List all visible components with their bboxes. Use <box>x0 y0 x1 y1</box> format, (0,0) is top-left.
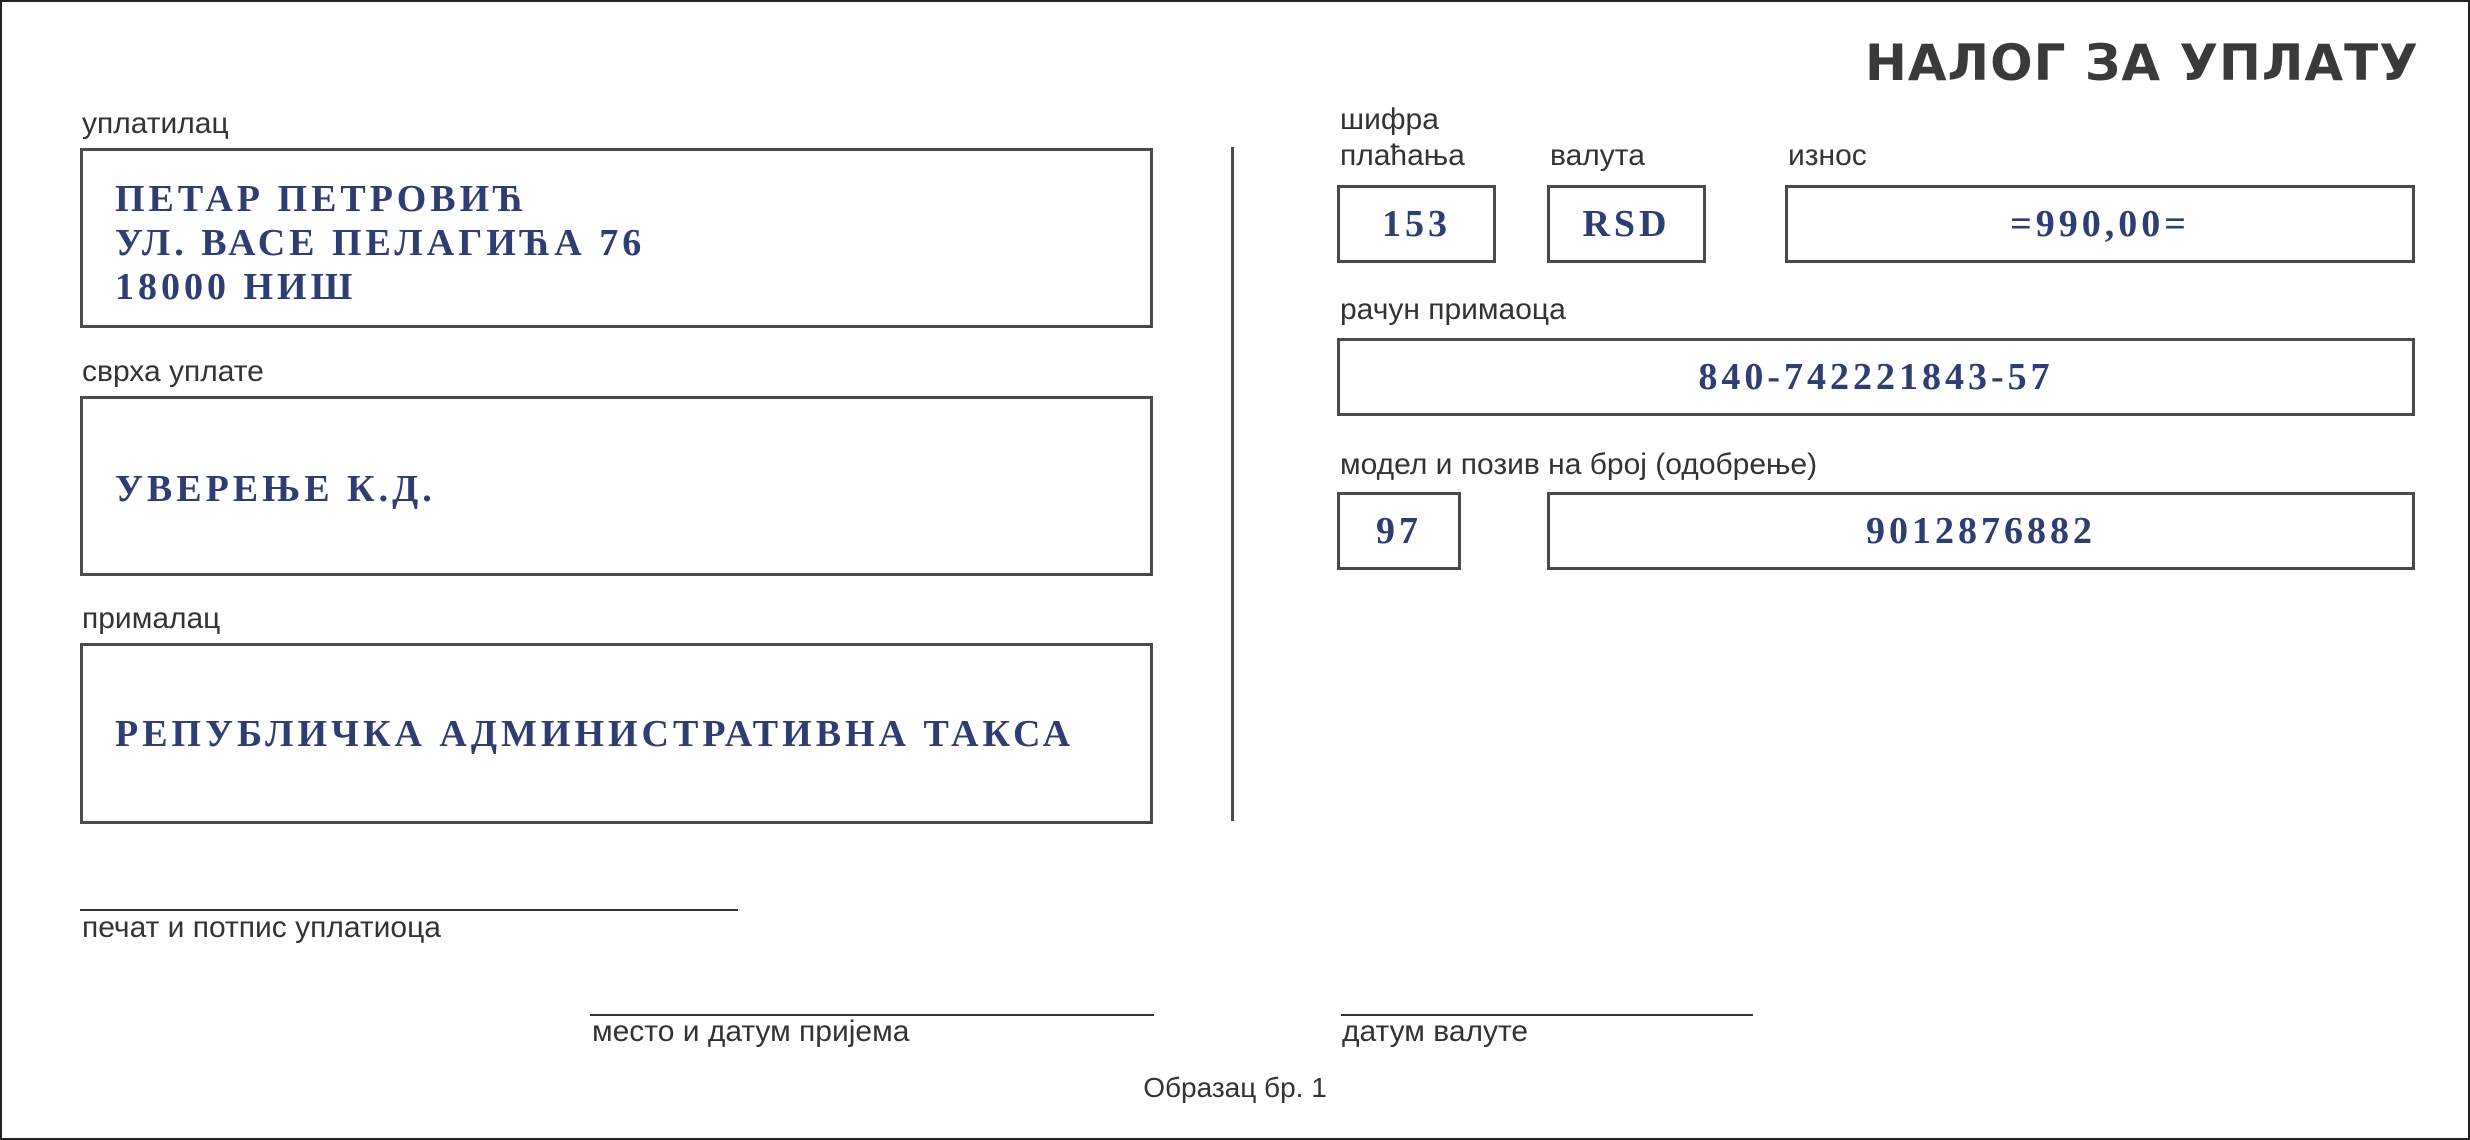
amount-label: износ <box>1788 139 1867 172</box>
payer-signature-label: печат и потпис уплатиоца <box>82 911 441 944</box>
recipient-account-label: рачун примаоца <box>1340 293 1566 326</box>
purpose-field[interactable] <box>80 396 1153 576</box>
purpose-value: УВЕРЕЊЕ К.Д. <box>115 468 436 510</box>
payment-code-field[interactable] <box>1337 185 1496 263</box>
payer-field[interactable] <box>80 148 1153 328</box>
amount-value: =990,00= <box>2010 203 2190 245</box>
payment-code-label: шифра плаћања <box>1340 103 1465 172</box>
place-date-label: место и датум пријема <box>592 1015 910 1048</box>
column-divider <box>1231 147 1234 821</box>
value-date-label: датум валуте <box>1342 1015 1529 1048</box>
reference-model-field[interactable] <box>1337 492 1461 570</box>
payer-street: УЛ. ВАСЕ ПЕЛАГИЋА 76 <box>115 222 646 264</box>
payer-name: ПЕТАР ПЕТРОВИЋ <box>115 178 528 220</box>
recipient-value: РЕПУБЛИЧКА АДМИНИСТРАТИВНА ТАКСА <box>115 713 1075 755</box>
reference-model-value: 97 <box>1376 510 1422 552</box>
payment-code-value: 153 <box>1382 203 1451 245</box>
reference-number-value: 9012876882 <box>1866 510 2096 552</box>
payer-label: уплатилац <box>82 107 229 140</box>
form-title: НАЛОГ ЗА УПЛАТУ <box>1865 34 2419 92</box>
reference-label: модел и позив на број (одобрење) <box>1340 448 1818 481</box>
amount-field[interactable] <box>1785 185 2415 263</box>
recipient-account-value: 840-742221843-57 <box>1698 356 2054 398</box>
currency-value: RSD <box>1582 203 1671 245</box>
payer-city: 18000 НИШ <box>115 266 357 308</box>
recipient-account-field[interactable] <box>1337 338 2415 416</box>
reference-number-field[interactable] <box>1547 492 2415 570</box>
form-number: Образац бр. 1 <box>1143 1072 1327 1103</box>
recipient-label: прималац <box>82 602 221 635</box>
purpose-label: сврха уплате <box>82 355 264 388</box>
currency-label: валута <box>1550 139 1645 172</box>
currency-field[interactable] <box>1547 185 1706 263</box>
recipient-field[interactable] <box>80 643 1153 824</box>
